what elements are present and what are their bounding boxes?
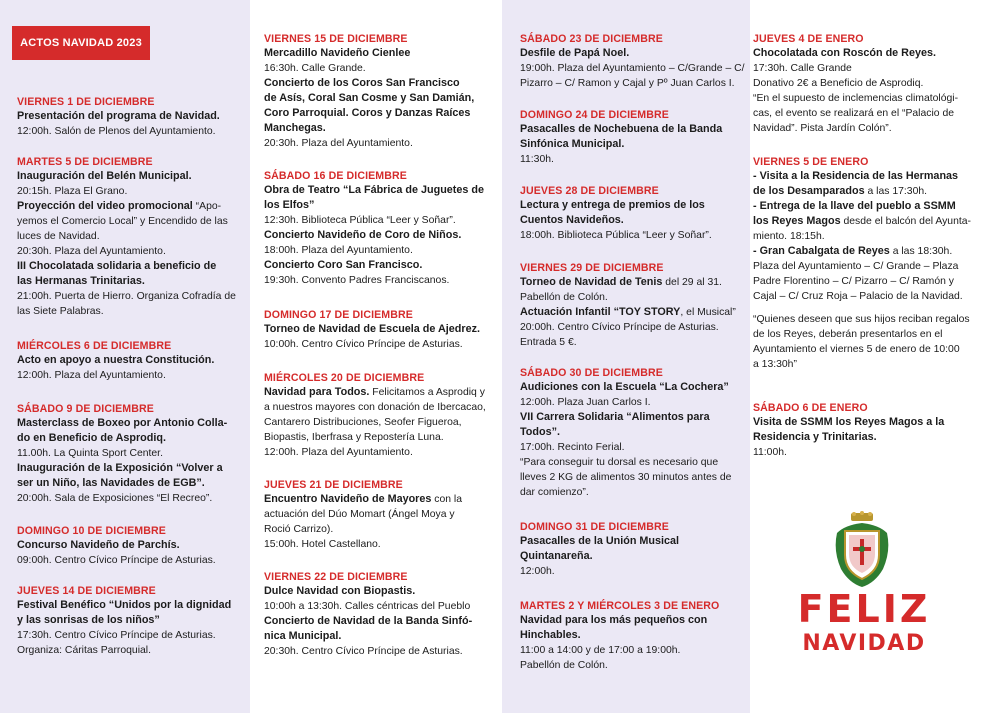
event-9-dec — [17, 402, 242, 506]
event-title: - Entrega de la llave del pueblo a SSMM — [753, 200, 956, 212]
event-detail: 20:30h. Centro Cívico Príncipe de Asturias. — [264, 646, 463, 657]
event-15-dec — [264, 32, 494, 151]
event-title: Proyección del video promocional — [17, 200, 193, 212]
event-detail: 11:30h. — [520, 154, 554, 165]
event-detail: 11.00h. La Quinta Sport Center. — [17, 448, 163, 459]
event-detail: luces de Navidad. — [17, 231, 100, 242]
event-detail: las Siete Palabras. — [17, 306, 104, 317]
event-title: Navidad para Todos. — [264, 386, 370, 398]
event-detail: Ayuntamiento el viernes 5 de enero de 10:00 — [753, 344, 960, 355]
event-title: Torneo de Navidad de Escuela de Ajedrez. — [264, 323, 481, 335]
event-detail: Cajal – C/ Cruz Roja – Palacio de la Navidad. — [753, 291, 963, 302]
event-10-dec — [17, 524, 242, 568]
event-title: Inauguración de la Exposición “Volver a — [17, 462, 223, 474]
event-detail: 20:30h. Plaza del Ayuntamiento. — [264, 138, 413, 149]
event-6-dec — [17, 339, 242, 383]
event-17-dec — [264, 308, 494, 352]
event-date: VIERNES 5 DE ENERO — [753, 156, 869, 168]
event-detail: actuación del Dúo Momart (Ángel Moya y — [264, 509, 455, 520]
event-title: Presentación del programa de Navidad. — [17, 110, 220, 122]
event-date: JUEVES 28 DE DICIEMBRE — [520, 185, 659, 197]
event-detail: 12:00h. — [520, 566, 555, 577]
event-detail: a nuestros mayores con donación de Ibercacao, — [264, 402, 486, 413]
event-date: MIÉRCOLES 20 DE DICIEMBRE — [264, 372, 425, 384]
event-detail: Organiza: Cáritas Parroquial. — [17, 645, 151, 656]
event-date: SÁBADO 16 DE DICIEMBRE — [264, 170, 407, 182]
event-title: los Elfos” — [264, 199, 315, 211]
event-detail: “Quienes deseen que sus hijos reciban regalos — [753, 314, 970, 325]
event-title: Sinfónica Municipal. — [520, 138, 625, 150]
event-date: SÁBADO 9 DE DICIEMBRE — [17, 403, 154, 415]
event-detail: Entrada 5 €. — [520, 337, 577, 348]
event-date: DOMINGO 10 DE DICIEMBRE — [17, 525, 166, 537]
event-date: VIERNES 1 DE DICIEMBRE — [17, 96, 155, 108]
event-detail: con la — [431, 494, 463, 505]
event-date: VIERNES 29 DE DICIEMBRE — [520, 262, 664, 274]
event-detail: 17:30h. Centro Cívico Príncipe de Asturias. — [17, 630, 216, 641]
event-title: Concierto Coro San Francisco. — [264, 259, 423, 271]
event-detail: 09:00h. Centro Cívico Príncipe de Asturias. — [17, 555, 216, 566]
event-title: Obra de Teatro “La Fábrica de Juguetes de — [264, 184, 484, 196]
event-title: - Visita a la Residencia de las Hermanas — [753, 170, 959, 182]
event-detail: 19:00h. Plaza del Ayuntamiento – C/Grande – C/ — [520, 63, 745, 74]
event-title: Dulce Navidad con Biopastis. — [264, 585, 416, 597]
event-detail: Biopastis, Iberfrasa y Repostería Luna. — [264, 432, 444, 443]
event-detail: 11:00 a 14:00 y de 17:00 a 19:00h. — [520, 645, 681, 656]
event-detail: 20:00h. Sala de Exposiciones “El Recreo”. — [17, 493, 213, 504]
event-28-dec — [520, 184, 742, 243]
event-title: ser un Niño, las Navidades de EGB”. — [17, 477, 205, 489]
event-detail: miento. 18:15h. — [753, 231, 825, 242]
program-title: ACTOS NAVIDAD 2023 — [12, 26, 150, 60]
event-24-dec — [520, 108, 742, 167]
event-detail: a 13:30h” — [753, 359, 797, 370]
event-detail: 15:00h. Hotel Castellano. — [264, 539, 381, 550]
event-detail: de los Reyes, deberán presentarlos en el — [753, 329, 943, 340]
event-date: VIERNES 22 DE DICIEMBRE — [264, 571, 408, 583]
event-title: Desfile de Papá Noel. — [520, 47, 630, 59]
event-20-dec — [264, 371, 494, 460]
event-detail: 17:30h. Calle Grande — [753, 63, 852, 74]
event-detail: Navidad”. Pista Jardín Colón”. — [753, 123, 892, 134]
event-detail: “Apo- — [192, 201, 222, 212]
event-title: Concierto Navideño de Coro de Niños. — [264, 229, 462, 241]
feliz-text: FELIZ — [797, 587, 931, 631]
event-16-dec — [264, 169, 494, 288]
event-6-jan — [753, 401, 992, 460]
event-title: Concierto de los Coros San Francisco — [264, 77, 460, 89]
event-detail: 20:30h. Plaza del Ayuntamiento. — [17, 246, 166, 257]
event-title: nica Municipal. — [264, 630, 342, 642]
event-date: SÁBADO 6 DE ENERO — [753, 402, 868, 414]
event-title: Pasacalles de la Unión Musical — [520, 535, 680, 547]
event-2-3-jan — [520, 599, 742, 673]
event-title: Inauguración del Belén Municipal. — [17, 170, 192, 182]
event-detail: dar comienzo”. — [520, 487, 589, 498]
event-title: Coro Parroquial. Coros y Danzas Raíces — [264, 107, 471, 119]
column-1 — [0, 0, 250, 713]
event-detail: a las 17:30h. — [864, 186, 928, 197]
event-23-dec — [520, 32, 745, 91]
event-detail: 12:00h. Plaza del Ayuntamiento. — [264, 447, 413, 458]
event-detail: 12:00h. Salón de Plenos del Ayuntamiento. — [17, 126, 216, 137]
event-1-dec — [17, 95, 242, 139]
navidad-text: NAVIDAD — [802, 631, 926, 656]
event-detail: Felicitamos a Asprodiq y — [369, 387, 485, 398]
event-title: Mercadillo Navideño Cienlee — [264, 47, 411, 59]
event-detail: Donativo 2€ a Beneficio de Asprodiq. — [753, 78, 924, 89]
event-detail: lleves 2 KG de alimentos 30 minutos antes de — [520, 472, 732, 483]
event-title: Chocolatada con Roscón de Reyes. — [753, 47, 936, 59]
event-detail: “En el supuesto de inclemencias climatológi- — [753, 93, 959, 104]
event-date: DOMINGO 31 DE DICIEMBRE — [520, 521, 669, 533]
event-title: Pasacalles de Nochebuena de la Banda — [520, 123, 723, 135]
event-detail: Pabellón de Colón. — [520, 660, 608, 671]
event-detail: 17:00h. Recinto Ferial. — [520, 442, 625, 453]
event-detail: 19:30h. Convento Padres Franciscanos. — [264, 275, 450, 286]
event-title: de los Desamparados — [753, 185, 865, 197]
event-detail: desde el balcón del Ayunta- — [840, 216, 971, 227]
event-title: Manchegas. — [264, 122, 326, 134]
event-title: Masterclass de Boxeo por Antonio Colla- — [17, 417, 228, 429]
event-title: Lectura y entrega de premios de los — [520, 199, 705, 211]
event-detail: “Para conseguir tu dorsal es necesario que — [520, 457, 719, 468]
event-29-dec — [520, 261, 742, 350]
event-title: Festival Benéfico “Unidos por la dignidad — [17, 599, 232, 611]
event-title: Torneo de Navidad de Tenis — [520, 276, 663, 288]
event-detail: 16:30h. Calle Grande. — [264, 63, 366, 74]
event-detail: Pizarro – C/ Ramon y Cajal y Pº Juan Carlos I. — [520, 78, 735, 89]
event-detail: Pabellón de Colón. — [520, 292, 608, 303]
event-detail: Roció Carrizo). — [264, 524, 334, 535]
event-detail: 18:00h. Biblioteca Pública “Leer y Soñar”. — [520, 230, 712, 241]
event-5-jan — [753, 155, 992, 372]
column-2 — [250, 0, 502, 713]
event-detail: , el Musical” — [680, 307, 736, 318]
event-title: Quintanareña. — [520, 550, 593, 562]
event-title: y las sonrisas de los niños” — [17, 614, 160, 626]
event-date: DOMINGO 24 DE DICIEMBRE — [520, 109, 669, 121]
event-detail: yemos el Comercio Local” y Encendido de las — [17, 216, 228, 227]
event-title: do en Beneficio de Asprodiq. — [17, 432, 166, 444]
event-date: JUEVES 21 DE DICIEMBRE — [264, 479, 403, 491]
event-title: Actuación Infantil “TOY STORY — [520, 306, 681, 318]
event-4-jan — [753, 32, 992, 136]
event-detail: 10:00h. Centro Cívico Príncipe de Asturias. — [264, 339, 463, 350]
event-title: de Asís, Coral San Cosme y San Damián, — [264, 92, 475, 104]
event-date: MARTES 5 DE DICIEMBRE — [17, 156, 153, 168]
event-detail: a las 18:30h. — [889, 246, 953, 257]
event-title: Hinchables. — [520, 629, 581, 641]
event-detail: cas, el evento se realizará en el “Palacio de — [753, 108, 954, 119]
event-date: SÁBADO 30 DE DICIEMBRE — [520, 367, 663, 379]
event-title: Visita de SSMM los Reyes Magos a la — [753, 416, 945, 428]
event-date: MARTES 2 Y MIÉRCOLES 3 DE ENERO — [520, 600, 720, 612]
event-date: MIÉRCOLES 6 DE DICIEMBRE — [17, 340, 172, 352]
event-detail: 10:00h a 13:30h. Calles céntricas del Pueblo — [264, 601, 471, 612]
event-detail: 18:00h. Plaza del Ayuntamiento. — [264, 245, 413, 256]
event-14-dec — [17, 584, 242, 658]
event-title: Audiciones con la Escuela “La Cochera” — [520, 381, 729, 393]
event-title: los Reyes Magos — [753, 215, 841, 227]
event-detail: 12:00h. Plaza del Ayuntamiento. — [17, 370, 166, 381]
event-21-dec — [264, 478, 494, 552]
event-detail: 12:30h. Biblioteca Pública “Leer y Soñar”. — [264, 215, 456, 226]
event-title: Acto en apoyo a nuestra Constitución. — [17, 354, 215, 366]
event-title: Encuentro Navideño de Mayores — [264, 493, 432, 505]
event-date: VIERNES 15 DE DICIEMBRE — [264, 33, 408, 45]
event-30-dec — [520, 366, 742, 500]
event-detail: 21:00h. Puerta de Hierro. Organiza Cofradía de — [17, 291, 236, 302]
event-title: Residencia y Trinitarias. — [753, 431, 877, 443]
event-detail: 20:15h. Plaza El Grano. — [17, 186, 128, 197]
event-title: VII Carrera Solidaria “Alimentos para — [520, 411, 710, 423]
event-title: las Hermanas Trinitarias. — [17, 275, 145, 287]
event-detail: del 29 al 31. — [662, 277, 722, 288]
event-22-dec — [264, 570, 494, 659]
event-detail: Plaza del Ayuntamiento – C/ Grande – Plaza — [753, 261, 959, 272]
event-date: JUEVES 14 DE DICIEMBRE — [17, 585, 156, 597]
event-detail: Cantarero Distribuciones, Seofer Figueroa, — [264, 417, 462, 428]
event-title: Concierto de Navidad de la Banda Sinfó- — [264, 615, 473, 627]
event-date: SÁBADO 23 DE DICIEMBRE — [520, 33, 663, 45]
event-title: III Chocolatada solidaria a beneficio de — [17, 260, 217, 272]
event-date: JUEVES 4 DE ENERO — [753, 33, 864, 45]
event-date: DOMINGO 17 DE DICIEMBRE — [264, 309, 413, 321]
event-title: Cuentos Navideños. — [520, 214, 624, 226]
event-31-dec — [520, 520, 742, 579]
event-5-dec — [17, 155, 242, 319]
column-3 — [502, 0, 750, 713]
coat-of-arms-icon — [831, 511, 893, 589]
event-detail: 12:00h. Plaza Juan Carlos I. — [520, 397, 651, 408]
event-title: - Gran Cabalgata de Reyes — [753, 245, 890, 257]
event-title: Todos”. — [520, 426, 560, 438]
event-detail: 20:00h. Centro Cívico Príncipe de Asturias. — [520, 322, 719, 333]
event-detail: Padre Florentino – C/ Pizarro – C/ Ramón y — [753, 276, 954, 287]
event-title: Concurso Navideño de Parchís. — [17, 539, 180, 551]
event-title: Navidad para los más pequeños con — [520, 614, 708, 626]
event-detail: 11:00h. — [753, 447, 787, 458]
